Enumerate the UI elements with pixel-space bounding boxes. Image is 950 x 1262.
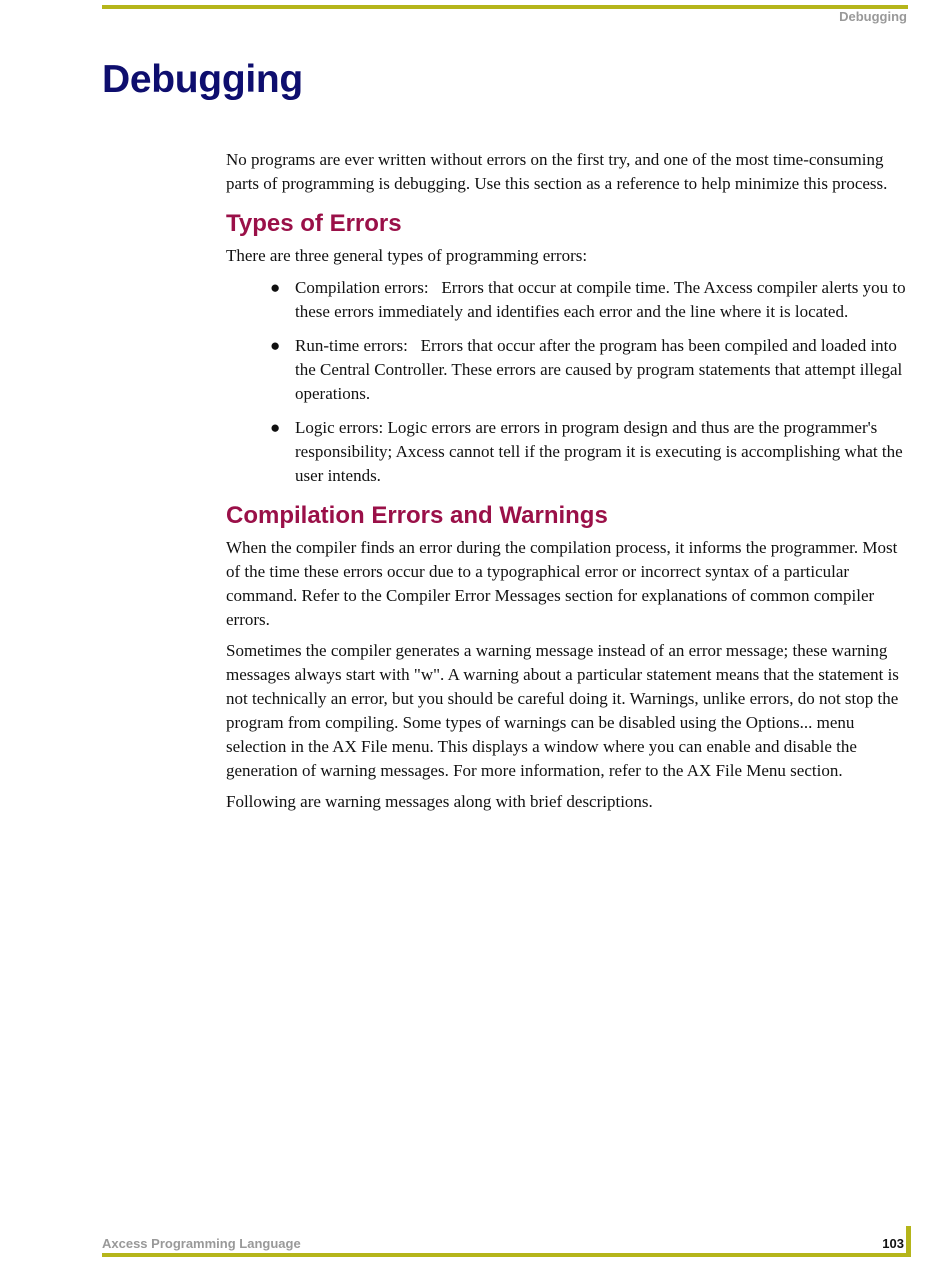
chapter-title: Debugging [102,58,303,101]
footer-rule [102,1253,910,1257]
running-header: Debugging [839,9,907,24]
intro-paragraph: No programs are ever written without errors on the first try, and one of the most time-consuming parts of programming is debugging. Use this section as a reference to help minimize this process. [226,150,888,193]
item-text: Logic errors are errors in program design and thus are the programmer's responsibility; Axcess cannot tell if the program it is executing is accomplishing what the user intends. [295,418,903,485]
bullet-icon: ● [270,336,281,355]
error-types-list [226,276,906,488]
types-of-errors-heading: Types of Errors [226,210,402,237]
compilation-errors-heading: Compilation Errors and Warnings [226,502,608,529]
page-number: 103 [882,1236,904,1251]
item-text: Errors that occur at compile time. The Axcess compiler alerts you to these errors immediately and identifies each error and the line where it is located. [295,278,906,321]
warnings-paragraph: Sometimes the compiler generates a warning message instead of an error message; these warning messages always start with "w". A warning about a particular statement means that the statement is not technically an error, but you should be careful doing it. Warnings, unlike errors, do not stop the program from compiling. Some types of warnings can be disabled using the Options... menu selection in the AX File menu. This displays a window where you can enable and disable the generation of warning messages. For more information, refer to the AX File Menu section. [226,641,899,780]
list-item [226,276,906,324]
item-label: Logic errors: [295,418,384,437]
list-item [226,416,906,488]
following-paragraph: Following are warning messages along with brief descriptions. [226,792,653,811]
running-footer: Axcess Programming Language [102,1236,301,1251]
item-label: Compilation errors: [295,278,429,297]
bullet-icon: ● [270,278,281,297]
item-label: Run-time errors: [295,336,408,355]
list-item [226,334,906,406]
item-text: Errors that occur after the program has been compiled and loaded into the Central Controller. These errors are caused by program statements that attempt illegal operations. [295,336,903,403]
page-content [226,148,906,821]
compilation-paragraph: When the compiler finds an error during the compilation process, it informs the programmer. Most of the time these errors occur due to a typographical error or incorrect syntax of a particular command. Refer to the Compiler Error Messages section for explanations of common compiler errors. [226,538,898,629]
types-lead-paragraph: There are three general types of programming errors: [226,246,588,265]
header-rule [102,5,908,9]
bullet-icon: ● [270,418,281,437]
